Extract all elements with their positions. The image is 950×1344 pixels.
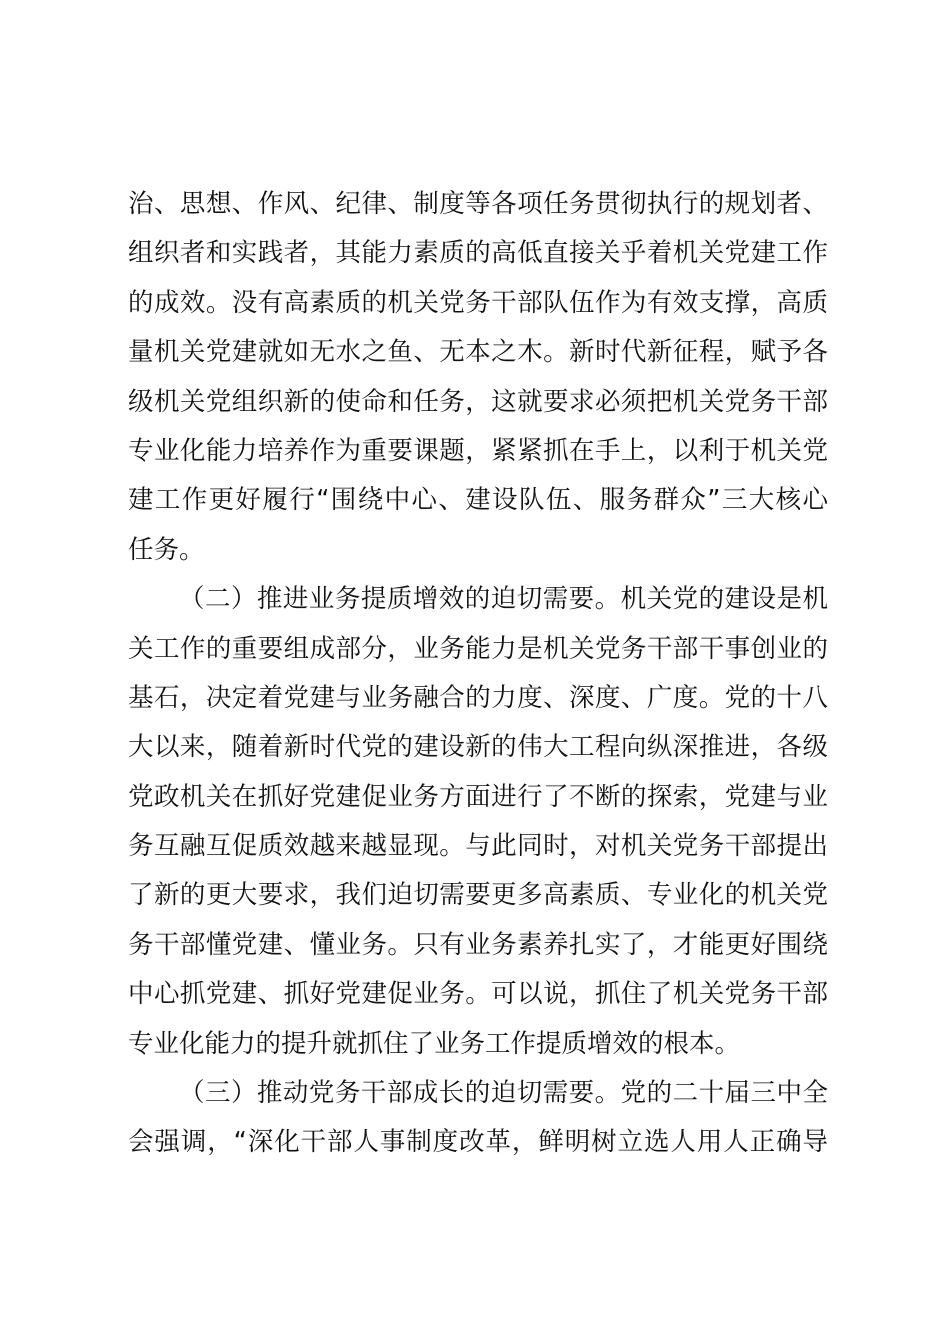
text-line: 了新的更大要求，我们迫切需要更多高素质、专业化的机关党 bbox=[128, 880, 828, 911]
text-line: 专业化能力培养作为重要课题，紧紧抓在手上，以利于机关党 bbox=[128, 435, 828, 466]
text-line: 专业化能力的提升就抓住了业务工作提质增效的根本。 bbox=[128, 1028, 741, 1059]
section-heading-line: （二）推进业务提质增效的迫切需要。机关党的建设是机 bbox=[179, 584, 828, 615]
text-line: 关工作的重要组成部分，业务能力是机关党务干部干事创业的 bbox=[128, 633, 828, 664]
text-line: 基石，决定着党建与业务融合的力度、深度、广度。党的十八 bbox=[128, 682, 828, 713]
text-line: 的成效。没有高素质的机关党务干部队伍作为有效支撑，高质 bbox=[128, 287, 828, 318]
text-line: 级机关党组织新的使命和任务，这就要求必须把机关党务干部 bbox=[128, 386, 828, 417]
body-text bbox=[128, 180, 828, 1168]
text-line: 务互融互促质效越来越显现。与此同时，对机关党务干部提出 bbox=[128, 831, 828, 862]
text-line: 务干部懂党建、懂业务。只有业务素养扎实了，才能更好围绕 bbox=[128, 929, 828, 960]
text-line: 大以来，随着新时代党的建设新的伟大工程向纵深推进，各级 bbox=[128, 732, 828, 763]
section-heading-line: （三）推动党务干部成长的迫切需要。党的二十届三中全 bbox=[179, 1078, 828, 1109]
text-line: 会强调，“深化干部人事制度改革，鲜明树立选人用人正确导 bbox=[128, 1127, 828, 1158]
text-line: 中心抓党建、抓好党建促业务。可以说，抓住了机关党务干部 bbox=[128, 979, 828, 1010]
text-line: 治、思想、作风、纪律、制度等各项任务贯彻执行的规划者、 bbox=[128, 189, 828, 219]
text-line: 量机关党建就如无水之鱼、无本之木。新时代新征程，赋予各 bbox=[128, 337, 828, 368]
text-line: 任务。 bbox=[128, 534, 205, 565]
text-line: 党政机关在抓好党建促业务方面进行了不断的探索，党建与业 bbox=[128, 781, 828, 812]
text-line: 组织者和实践者，其能力素质的高低直接关乎着机关党建工作 bbox=[128, 238, 828, 269]
text-line: 建工作更好履行“围绕中心、建设队伍、服务群众”三大核心 bbox=[128, 485, 828, 516]
